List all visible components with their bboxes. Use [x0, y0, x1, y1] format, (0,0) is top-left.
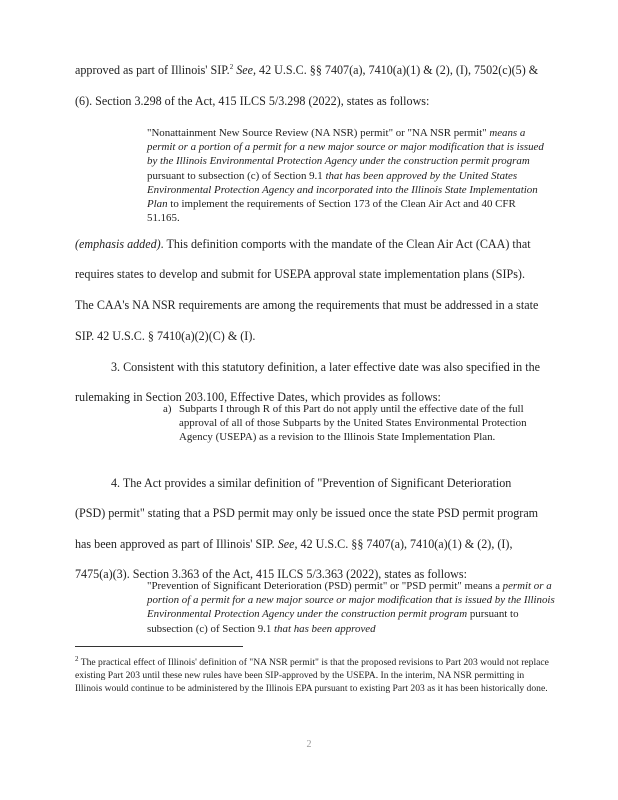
text-run: has been approved as part of Illinois' SIP. [75, 537, 275, 551]
footnote [75, 656, 551, 695]
body-line: 3. Consistent with this statutory definition, a later effective date was also specified in the [111, 360, 540, 374]
citation-signal: See, [236, 63, 257, 77]
body-line: requires states to develop and submit for USEPA approval state implementation plans (SIPs). [75, 267, 525, 281]
quote-emphasis: that has been approved [274, 622, 376, 635]
quote-text: to implement the requirements of Section 173 of the Clean Air Act and 40 CFR 51.165. [147, 198, 516, 225]
footnote-separator [75, 646, 243, 647]
body-line [75, 237, 559, 252]
quote-text: "Prevention of Significant Deterioration (PSD) permit" or "PSD permit" means a [147, 580, 503, 592]
quote-emphasis: permit or a portion of a permit for a new major source or major modification that is issued by the Illinois Environmental Protection Agency under the construction permit program [147, 580, 555, 621]
block-quote-psd [147, 579, 559, 636]
block-quote-effective-dates [163, 402, 559, 445]
text-run: approved as part of Illinois' SIP. [75, 63, 230, 77]
text-run: . This definition comports with the mandate of the Clean Air Act (CAA) that [160, 237, 531, 251]
text-run: 42 U.S.C. §§ 7407(a), 7410(a)(1) & (2), (I), 7502(c)(5) & [256, 63, 539, 77]
footnote-reference: 2 [229, 62, 234, 71]
citation-signal: See, [277, 537, 298, 551]
quote-text: pursuant to subsection (c) of Section 9.1 [147, 169, 326, 182]
list-label: a) [163, 403, 172, 415]
footnote-marker: 2 [75, 654, 79, 663]
body-line [75, 63, 559, 78]
quote-text: Subparts I through R of this Part do not apply until the effective date of the full approval of all of those Subparts by the United States Environmental Protection Agency (USEPA) as a revision to the Illinois State Implementation Plan. [179, 403, 527, 444]
footnote-text: The practical effect of Illinois' definition of "NA NSR permit" is that the proposed revisions to Part 203 would not replace existing Part 203 until these new rules have been SIP-approved by the USEPA. In the interim, NA NSR permitting in Illinois would continue to be administered by the Illinois EPA pursuant to existing Part 203 as it has been historically done. [75, 657, 549, 694]
emphasis-note: (emphasis added) [75, 237, 161, 251]
body-line: SIP. 42 U.S.C. § 7410(a)(2)(C) & (I). [75, 329, 256, 343]
body-line: The CAA's NA NSR requirements are among the requirements that must be addressed in a state [75, 298, 539, 312]
quote-emphasis: that has been approved by the United States Environmental Protection Agency and incorporated into the Illinois State Implementation Plan [147, 169, 538, 211]
page-number: 2 [306, 739, 312, 750]
body-line: 7475(a)(3). Section 3.363 of the Act, 415 ILCS 5/3.363 (2022), states as follows: [75, 567, 467, 581]
body-line: (6). Section 3.298 of the Act, 415 ILCS 5/3.298 (2022), states as follows: [75, 94, 430, 108]
text-run: 42 U.S.C. §§ 7407(a), 7410(a)(1) & (2), (I), [297, 537, 513, 551]
quote-text: pursuant to subsection (c) of Section 9.1 [147, 608, 519, 635]
body-line: 4. The Act provides a similar definition of "Prevention of Significant Deterioration [111, 476, 512, 490]
quote-emphasis: means a permit or a portion of a permit for a new major source or major modification that is issued by the Illinois Environmental Protection Agency under the construction permit program [147, 127, 544, 168]
body-line: rulemaking in Section 203.100, Effective Dates, which provides as follows: [75, 390, 441, 404]
block-quote-na-nsr [147, 126, 547, 225]
quote-text: "Nonattainment New Source Review (NA NSR) permit" or "NA NSR permit" [147, 127, 490, 139]
body-line [75, 537, 559, 552]
body-line: (PSD) permit" stating that a PSD permit may only be issued once the state PSD permit program [75, 506, 539, 520]
